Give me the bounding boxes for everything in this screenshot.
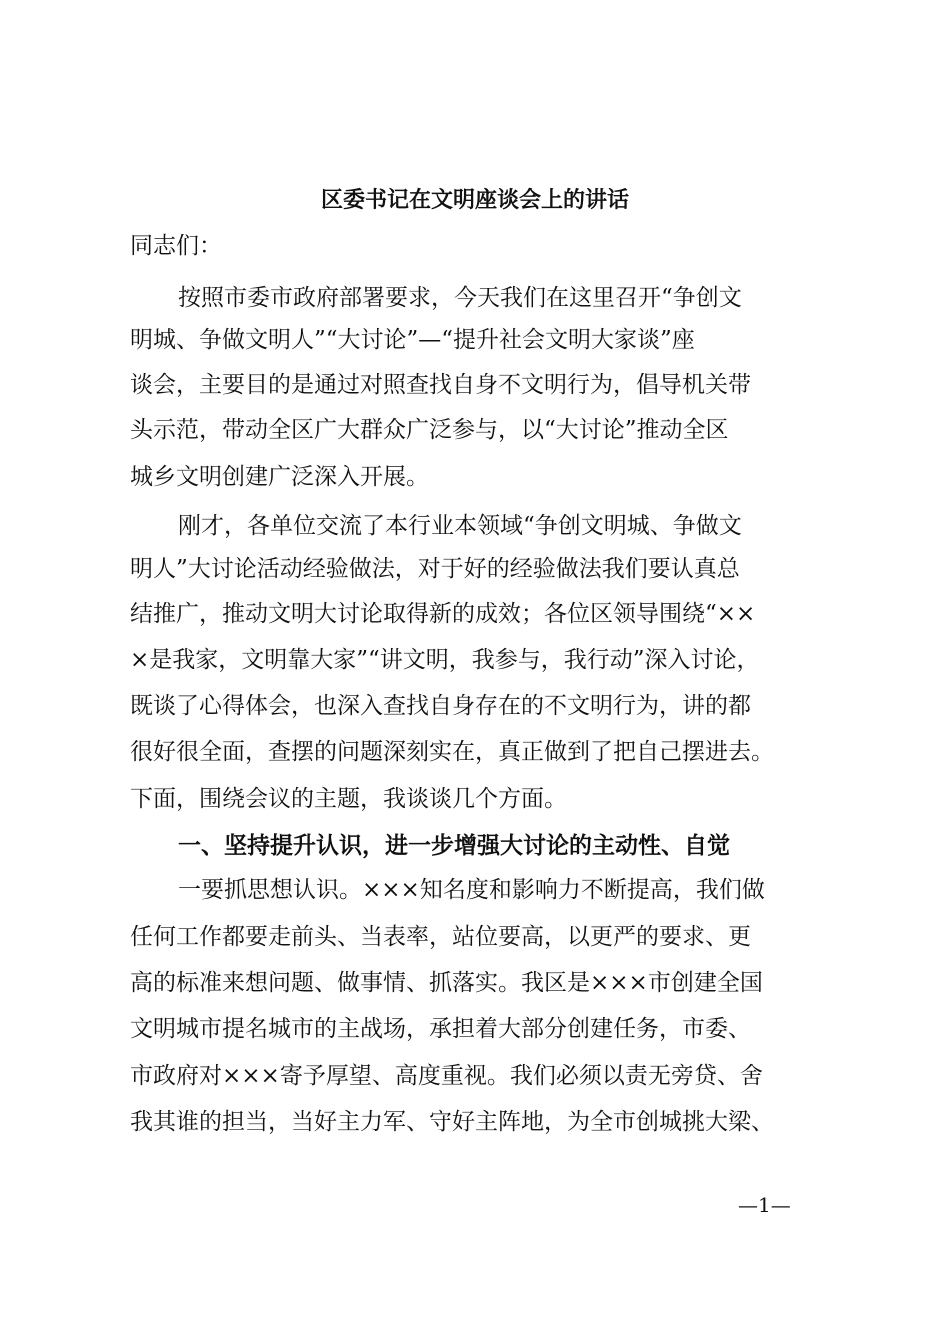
paragraph-1-line-1: 按照市委市政府部署要求，今天我们在这里召开“争创文 [178, 285, 742, 311]
document-title: 区委书记在文明座谈会上的讲话 [320, 187, 629, 213]
paragraph-1-line-2: 明城、争做文明人”“大讨论”—“提升社会文明大家谈”座 [130, 327, 695, 353]
paragraph-3-line-4: 文明城市提名城市的主战场，承担着大部分创建任务，市委、 [130, 1016, 751, 1042]
paragraph-1-line-5: 城乡文明创建广泛深入开展。 [130, 464, 429, 490]
page-number: —1— [738, 1193, 791, 1217]
paragraph-2-line-6: 很好很全面，查摆的问题深刻实在，真正做到了把自己摆进去。 [130, 739, 774, 765]
paragraph-1-line-4: 头示范，带动全区广大群众广泛参与，以“大讨论”推动全区 [130, 417, 729, 443]
paragraph-3-line-5: 市政府对×××寄予厚望、高度重视。我们必须以责无旁贷、舍 [130, 1063, 763, 1089]
paragraph-2-line-3: 结推广，推动文明大讨论取得新的成效；各位区领导围绕“×× [130, 601, 756, 627]
paragraph-2-line-1: 刚才，各单位交流了本行业本领域“争创文明城、争做文 [178, 513, 742, 539]
paragraph-3-line-1: 一要抓思想认识。×××知名度和影响力不断提高，我们做 [178, 877, 765, 903]
paragraph-2-line-7: 下面，围绕会议的主题，我谈谈几个方面。 [130, 786, 567, 812]
salutation: 同志们： [130, 233, 222, 259]
paragraph-2-line-4: ×是我家，文明靠大家”“讲文明，我参与，我行动”深入讨论， [130, 647, 760, 673]
section-heading: 一、坚持提升认识，进一步增强大讨论的主动性、自觉 [178, 833, 730, 859]
paragraph-2-line-2: 明人”大讨论活动经验做法，对于好的经验做法我们要认真总 [130, 556, 740, 582]
paragraph-3-line-3: 高的标准来想问题、做事情、抓落实。我区是×××市创建全国 [130, 970, 763, 996]
paragraph-3-line-2: 任何工作都要走前头、当表率，站位要高，以更严的要求、更 [130, 924, 751, 950]
paragraph-2-line-5: 既谈了心得体会，也深入查找自身存在的不文明行为，讲的都 [130, 693, 751, 719]
paragraph-1-line-3: 谈会，主要目的是通过对照查找自身不文明行为，倡导机关带 [130, 372, 751, 398]
paragraph-3-line-6: 我其谁的担当，当好主力军、守好主阵地，为全市创城挑大梁、 [130, 1109, 774, 1135]
